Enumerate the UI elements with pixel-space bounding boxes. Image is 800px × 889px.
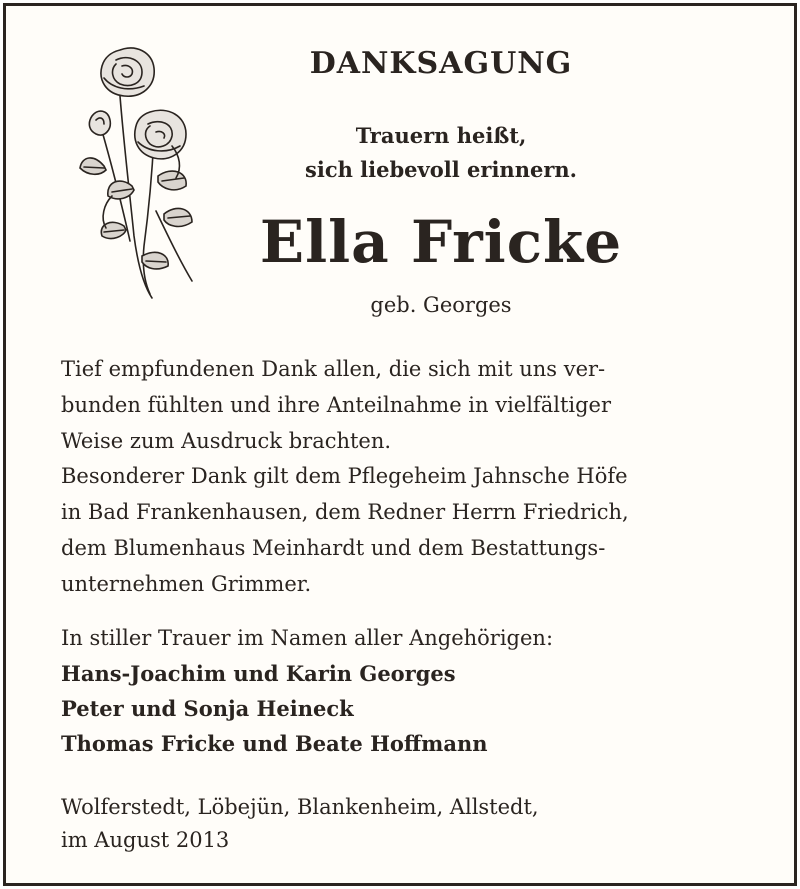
thanks-line: in Bad Frankenhausen, dem Redner Herrn Friedrich, [61,500,629,525]
thanks-line: bunden fühlten und ihre Anteilnahme in vielfältiger [61,392,612,417]
thanks-line: Weise zum Ausdruck brachten. [61,428,392,453]
relative-name: Peter und Sonja Heineck [61,696,354,721]
relative-name: Thomas Fricke und Beate Hoffmann [61,731,488,756]
thanks-line: dem Blumenhaus Meinhardt und dem Bestattungs- [61,535,606,560]
thanks-line: unternehmen Grimmer. [61,571,312,596]
deceased-name: Ella Fricke [259,208,623,276]
place-line: Wolferstedt, Löbejün, Blankenheim, Allstedt, [61,795,539,819]
rose-icon [72,36,202,306]
thanks-line: Tief empfundenen Dank allen, die sich mit uns ver- [61,357,606,381]
date-line: im August 2013 [61,828,230,852]
motto [236,119,646,187]
relatives-list [61,656,488,761]
thanks-text [61,352,761,603]
place-date [61,791,539,857]
signoff: In stiller Trauer im Namen aller Angehörigen: [61,626,554,650]
relative-name: Hans-Joachim und Karin Georges [61,661,456,686]
notice-heading: DANKSAGUNG [309,46,573,81]
thanks-line: Besonderer Dank gilt dem Pflegeheim Jahnsche Höfe [61,464,628,489]
motto-line: Trauern heißt, [355,123,527,148]
motto-line: sich liebevoll erinnern. [305,157,577,182]
birth-name: geb. Georges [370,293,512,317]
notice-frame [3,3,797,886]
